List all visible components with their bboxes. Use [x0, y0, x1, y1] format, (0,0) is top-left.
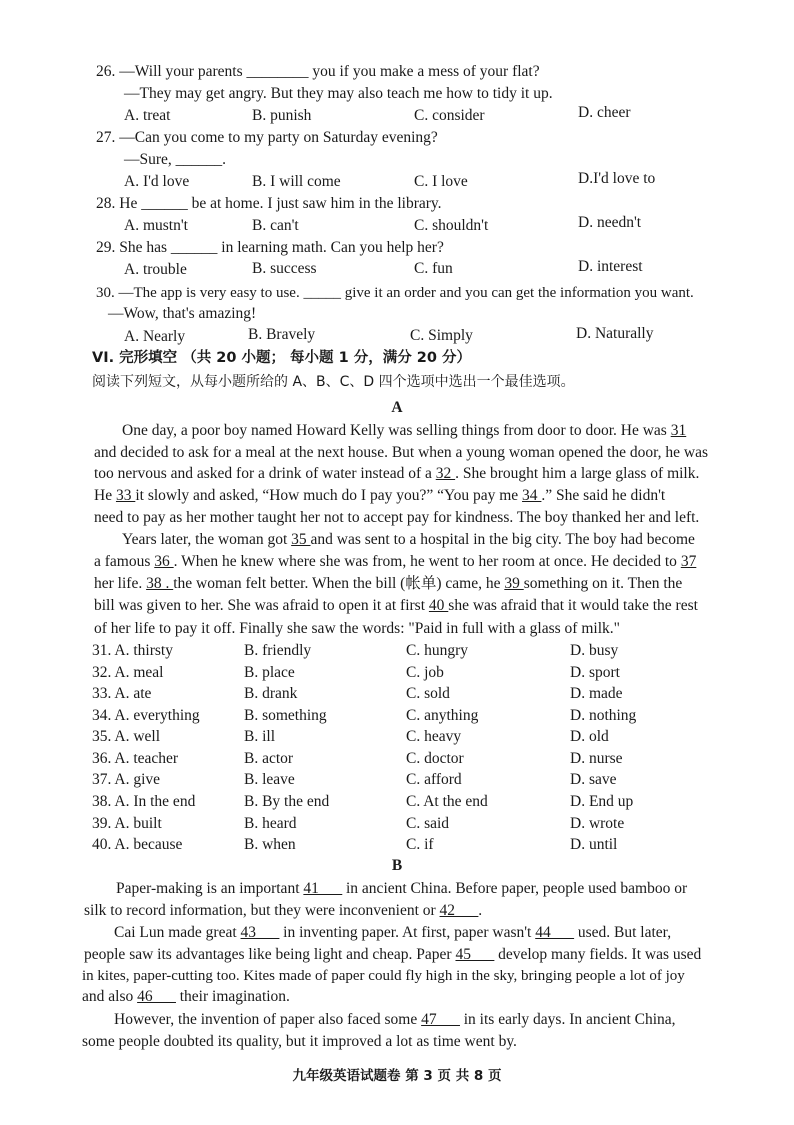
question-27: 27. —Can you come to my party on Saturday evening?: [96, 129, 438, 146]
cloze-option: C. heavy: [406, 728, 462, 745]
passage-b-label: B: [391, 857, 403, 874]
q29-option-d: D. interest: [578, 258, 643, 275]
cloze-option: D. End up: [570, 793, 634, 810]
passage-a-line: and decided to ask for a meal at the next house. But when a young woman opened the door, he was: [94, 444, 709, 461]
q29-option-b: B. success: [252, 260, 317, 277]
cloze-option: 36. A. teacher: [92, 750, 179, 767]
passage-a-line: He 33 it slowly and asked, “How much do I pay you?” “You pay me 34 .” She said he didn't: [94, 487, 666, 504]
passage-a-label: A: [391, 399, 403, 416]
question-26: 26. —Will your parents ________ you if you make a mess of your flat?: [96, 63, 540, 80]
passage-a-line: too nervous and asked for a drink of water instead of a 32 . She brought him a large glass of milk.: [94, 465, 700, 482]
passage-b-line: and also 46___ their imagination.: [82, 988, 290, 1005]
q29-option-a: A. trouble: [124, 261, 187, 278]
passage-a-line: bill was given to her. She was afraid to open it at first 40 she was afraid that it would take the rest: [94, 597, 698, 614]
q30-option-b: B. Bravely: [248, 326, 316, 343]
cloze-option: D. wrote: [570, 815, 625, 832]
passage-a-line: of her life to pay it off. Finally she saw the words: "Paid in full with a glass of milk.": [94, 620, 620, 637]
q26-option-b: B. punish: [252, 107, 312, 124]
cloze-option: D. nothing: [570, 707, 637, 724]
q26-option-a: A. treat: [124, 107, 171, 124]
q30-option-a: A. Nearly: [124, 328, 186, 345]
cloze-option: B. when: [244, 836, 296, 853]
cloze-option: C. sold: [406, 685, 450, 702]
passage-a-line: One day, a poor boy named Howard Kelly was selling things from door to door. He was 31: [122, 422, 687, 439]
cloze-option: D. nurse: [570, 750, 623, 767]
section-instruction: 阅读下列短文，从每小题所给的 A、B、C、D 四个选项中选出一个最佳选项。: [92, 374, 575, 390]
passage-b-line: some people doubted its quality, but it improved a lot as time went by.: [82, 1033, 517, 1050]
cloze-option: C. At the end: [406, 793, 488, 810]
cloze-option: D. made: [570, 685, 623, 702]
cloze-option: 34. A. everything: [92, 707, 200, 724]
passage-a-line: a famous 36 . When he knew where she was from, he went to her room at once. He decided to 37: [94, 553, 697, 570]
cloze-option: B. leave: [244, 771, 295, 788]
q27-option-d: D.I'd love to: [578, 170, 656, 187]
cloze-option: B. something: [244, 707, 327, 724]
passage-b-line: Cai Lun made great 43___ in inventing paper. At first, paper wasn't 44___ used. But later,: [114, 924, 672, 941]
cloze-option: 33. A. ate: [92, 685, 152, 702]
cloze-option: C. job: [406, 664, 444, 681]
cloze-option: C. doctor: [406, 750, 464, 767]
question-30-reply: —Wow, that's amazing!: [108, 305, 257, 322]
cloze-option: C. hungry: [406, 642, 468, 659]
question-26-reply: —They may get angry. But they may also teach me how to tidy it up.: [124, 85, 553, 102]
cloze-option: 37. A. give: [92, 771, 161, 788]
cloze-option: 35. A. well: [92, 728, 161, 745]
cloze-option: B. actor: [244, 750, 294, 767]
cloze-option: D. sport: [570, 664, 620, 681]
q30-option-d: D. Naturally: [576, 325, 654, 342]
cloze-option: B. place: [244, 664, 295, 681]
question-30: 30. —The app is very easy to use. _____ give it an order and you can get the information you want.: [96, 285, 694, 301]
cloze-option: D. until: [570, 836, 618, 853]
cloze-option: B. By the end: [244, 793, 330, 810]
cloze-option: 39. A. built: [92, 815, 162, 832]
q28-option-a: A. mustn't: [124, 217, 188, 234]
cloze-option: 31. A. thirsty: [92, 642, 173, 659]
cloze-option: 32. A. meal: [92, 664, 164, 681]
q26-option-d: D. cheer: [578, 104, 631, 121]
passage-b-line: silk to record information, but they were inconvenient or 42___.: [84, 902, 483, 919]
q26-option-c: C. consider: [414, 107, 485, 124]
section-title: VI. 完形填空 （共 20 小题； 每小题 1 分，满分 20 分）: [92, 350, 472, 366]
cloze-option: B. drank: [244, 685, 298, 702]
question-27-reply: —Sure, ______.: [124, 151, 227, 168]
passage-b-line: Paper-making is an important 41___ in ancient China. Before paper, people used bamboo or: [116, 880, 688, 897]
cloze-option: D. save: [570, 771, 617, 788]
cloze-option: C. said: [406, 815, 450, 832]
cloze-option: C. anything: [406, 707, 479, 724]
question-29: 29. She has ______ in learning math. Can you help her?: [96, 239, 444, 256]
passage-a-line: her life. 38 . the woman felt better. When the bill (帐单) came, he 39 something on it. Then the: [94, 575, 683, 592]
cloze-option: D. old: [570, 728, 609, 745]
q28-option-d: D. needn't: [578, 214, 642, 231]
q28-option-b: B. can't: [252, 217, 299, 234]
question-28: 28. He ______ be at home. I just saw him in the library.: [96, 195, 442, 212]
cloze-option: B. heard: [244, 815, 297, 832]
cloze-option: 38. A. In the end: [92, 793, 196, 810]
q30-option-c: C. Simply: [410, 327, 473, 344]
page-footer: 九年级英语试题卷 第 3 页 共 8 页: [292, 1068, 502, 1084]
q28-option-c: C. shouldn't: [414, 217, 489, 234]
cloze-option: 40. A. because: [92, 836, 183, 853]
q27-option-c: C. I love: [414, 173, 468, 190]
q29-option-c: C. fun: [414, 260, 453, 277]
cloze-option: C. if: [406, 836, 434, 853]
cloze-option: D. busy: [570, 642, 619, 659]
cloze-option: B. ill: [244, 728, 276, 745]
q27-option-b: B. I will come: [252, 173, 341, 190]
passage-b-line: people saw its advantages like being light and cheap. Paper 45___ develop many fields. It was used: [84, 946, 702, 963]
cloze-option: B. friendly: [244, 642, 312, 659]
passage-a-line: need to pay as her mother taught her not to accept pay for kindness. The boy thanked her and left.: [94, 509, 700, 526]
q27-option-a: A. I'd love: [124, 173, 190, 190]
cloze-option: C. afford: [406, 771, 462, 788]
passage-a-line: Years later, the woman got 35 and was sent to a hospital in the big city. The boy had become: [122, 531, 695, 548]
passage-b-line: However, the invention of paper also faced some 47___ in its early days. In ancient China,: [114, 1011, 676, 1028]
passage-b-line: in kites, paper-cutting too. Kites made of paper could fly high in the sky, bringing people a lot of joy: [82, 968, 685, 984]
